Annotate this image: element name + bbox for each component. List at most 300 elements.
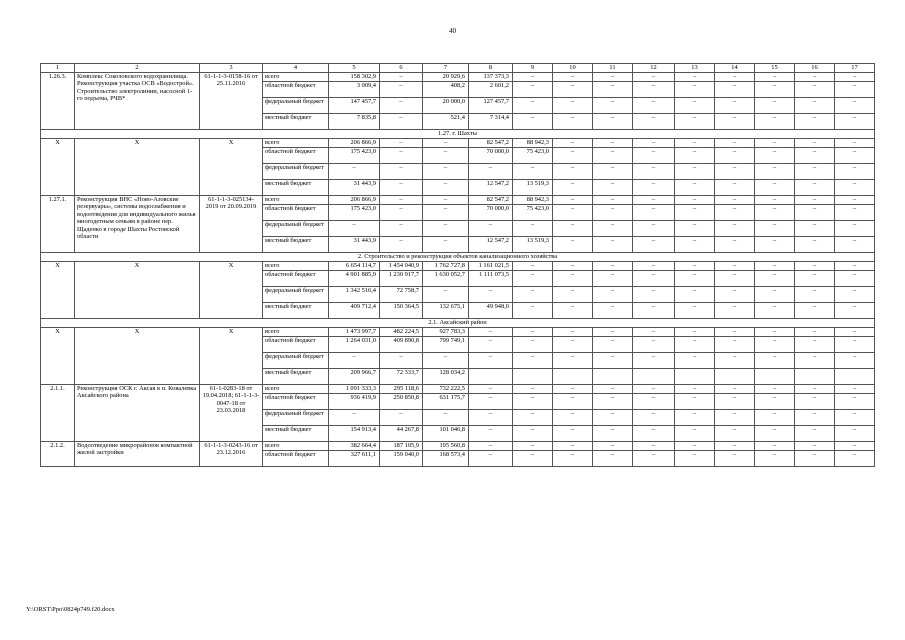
item-name: Х	[75, 328, 200, 385]
value-cell: –	[835, 148, 875, 164]
value-cell: –	[795, 303, 835, 319]
value-cell: –	[423, 410, 469, 426]
value-cell: –	[795, 442, 835, 451]
value-cell: –	[380, 98, 423, 114]
value-cell: –	[553, 164, 593, 180]
value-cell: 936 419,9	[329, 394, 380, 410]
value-cell: –	[469, 337, 513, 353]
value-cell: –	[553, 98, 593, 114]
value-cell: –	[755, 262, 795, 271]
value-cell: –	[469, 353, 513, 369]
item-number: 2.1.1.	[41, 385, 75, 442]
value-cell: –	[755, 180, 795, 196]
value-cell: 72 758,7	[380, 287, 423, 303]
section-title: 2. Строительство и реконструкция объектов канализационного хозяйства	[41, 253, 875, 262]
table-row	[41, 139, 875, 148]
value-cell: –	[715, 221, 755, 237]
value-cell: –	[513, 442, 553, 451]
value-cell: –	[513, 451, 553, 467]
value-cell: –	[675, 196, 715, 205]
value-cell: –	[715, 73, 755, 82]
value-cell: –	[633, 426, 675, 442]
value-cell: –	[380, 139, 423, 148]
value-cell: 1 264 031,0	[329, 337, 380, 353]
column-number: 10	[553, 64, 593, 73]
value-cell: –	[795, 271, 835, 287]
item-name: Х	[75, 139, 200, 196]
item-document-code: Х	[200, 262, 263, 319]
value-cell: –	[423, 237, 469, 253]
value-cell: 88 942,3	[513, 139, 553, 148]
funding-source-label: федеральный бюджет	[263, 287, 329, 303]
value-cell: –	[469, 385, 513, 394]
value-cell: –	[553, 385, 593, 394]
value-cell: –	[755, 451, 795, 467]
value-cell: –	[715, 262, 755, 271]
value-cell: 3 009,4	[329, 82, 380, 98]
value-cell: 82 547,2	[469, 139, 513, 148]
value-cell: 1 473 997,7	[329, 328, 380, 337]
value-cell: –	[755, 148, 795, 164]
value-cell: 49 948,0	[469, 303, 513, 319]
value-cell: –	[795, 82, 835, 98]
value-cell	[633, 369, 675, 385]
value-cell: –	[633, 451, 675, 467]
value-cell: –	[835, 394, 875, 410]
value-cell: –	[835, 237, 875, 253]
item-name: Реконструкция ОСК г. Аксая в п. Ковалевка Аксайского района	[75, 385, 200, 442]
value-cell: 31 443,9	[329, 237, 380, 253]
value-cell: –	[553, 328, 593, 337]
item-number: Х	[41, 262, 75, 319]
funding-source-label: областной бюджет	[263, 205, 329, 221]
value-cell: –	[469, 451, 513, 467]
file-path-footer: Y:\ORST\Ppo\0824p749.f20.docx	[26, 606, 115, 613]
value-cell: –	[593, 442, 633, 451]
value-cell: –	[553, 426, 593, 442]
value-cell: –	[593, 426, 633, 442]
value-cell: 7 835,8	[329, 114, 380, 130]
section-heading-row	[41, 319, 875, 328]
value-cell: –	[380, 82, 423, 98]
value-cell	[835, 369, 875, 385]
value-cell: –	[675, 205, 715, 221]
value-cell: –	[755, 73, 795, 82]
value-cell: –	[675, 426, 715, 442]
value-cell: –	[795, 221, 835, 237]
item-document-code: 61-1-0283-18 от 19.04.2018; 61-1-1-3-0047-18 от 23.03.2018	[200, 385, 263, 442]
value-cell: 75 423,0	[513, 148, 553, 164]
value-cell: –	[835, 180, 875, 196]
column-number: 5	[329, 64, 380, 73]
funding-source-label: областной бюджет	[263, 337, 329, 353]
column-number: 1	[41, 64, 75, 73]
value-cell: –	[755, 394, 795, 410]
item-number: Х	[41, 328, 75, 385]
value-cell: 13 519,3	[513, 180, 553, 196]
value-cell: 1 230 917,7	[380, 271, 423, 287]
value-cell: 409 712,4	[329, 303, 380, 319]
value-cell: –	[835, 196, 875, 205]
value-cell: –	[795, 426, 835, 442]
value-cell: –	[795, 73, 835, 82]
value-cell: –	[380, 205, 423, 221]
funding-source-label: местный бюджет	[263, 426, 329, 442]
value-cell: –	[755, 271, 795, 287]
value-cell: –	[380, 410, 423, 426]
item-document-code: Х	[200, 139, 263, 196]
value-cell: –	[553, 287, 593, 303]
value-cell: –	[755, 139, 795, 148]
value-cell: 20 929,6	[423, 73, 469, 82]
value-cell: –	[633, 82, 675, 98]
value-cell: –	[755, 164, 795, 180]
value-cell: 482 224,5	[380, 328, 423, 337]
column-number: 4	[263, 64, 329, 73]
value-cell: –	[755, 114, 795, 130]
value-cell: –	[715, 394, 755, 410]
item-number: 2.1.2.	[41, 442, 75, 467]
funding-source-label: всего	[263, 385, 329, 394]
value-cell: –	[835, 73, 875, 82]
page-number: 40	[449, 27, 456, 35]
value-cell: –	[553, 139, 593, 148]
value-cell: –	[553, 221, 593, 237]
value-cell: –	[675, 353, 715, 369]
funding-source-label: федеральный бюджет	[263, 353, 329, 369]
value-cell: –	[755, 221, 795, 237]
funding-source-label: областной бюджет	[263, 271, 329, 287]
funding-source-label: всего	[263, 73, 329, 82]
value-cell: –	[593, 328, 633, 337]
value-cell: –	[675, 451, 715, 467]
value-cell: –	[469, 328, 513, 337]
funding-source-label: местный бюджет	[263, 303, 329, 319]
value-cell: –	[633, 164, 675, 180]
value-cell: –	[715, 139, 755, 148]
value-cell: –	[633, 196, 675, 205]
value-cell: –	[553, 262, 593, 271]
value-cell: 88 942,3	[513, 196, 553, 205]
value-cell: –	[835, 426, 875, 442]
value-cell: –	[513, 337, 553, 353]
section-title: 2.1. Аксайский район	[41, 319, 875, 328]
value-cell: –	[755, 353, 795, 369]
value-cell: –	[715, 385, 755, 394]
value-cell: 7 314,4	[469, 114, 513, 130]
value-cell: –	[553, 205, 593, 221]
value-cell: –	[675, 164, 715, 180]
value-cell	[593, 369, 633, 385]
value-cell: –	[469, 442, 513, 451]
value-cell: –	[553, 73, 593, 82]
value-cell: –	[795, 196, 835, 205]
value-cell	[795, 369, 835, 385]
value-cell: –	[795, 98, 835, 114]
value-cell: –	[513, 98, 553, 114]
funding-source-label: всего	[263, 196, 329, 205]
item-document-code: 61-1-1-3-0243-16 от 23.12.2016	[200, 442, 263, 467]
value-cell: 382 664,4	[329, 442, 380, 451]
funding-source-label: всего	[263, 328, 329, 337]
value-cell: –	[795, 337, 835, 353]
value-cell: –	[633, 98, 675, 114]
column-number: 15	[755, 64, 795, 73]
value-cell: –	[513, 271, 553, 287]
value-cell: 6 654 114,7	[329, 262, 380, 271]
value-cell: –	[513, 82, 553, 98]
value-cell: 128 034,2	[423, 369, 469, 385]
funding-source-label: областной бюджет	[263, 82, 329, 98]
value-cell: –	[675, 139, 715, 148]
table-row	[41, 385, 875, 394]
value-cell: –	[380, 196, 423, 205]
value-cell: 70 000,0	[469, 148, 513, 164]
value-cell: –	[755, 287, 795, 303]
value-cell: 168 573,4	[423, 451, 469, 467]
value-cell: –	[795, 328, 835, 337]
value-cell: –	[593, 82, 633, 98]
value-cell: 327 611,1	[329, 451, 380, 467]
column-number: 9	[513, 64, 553, 73]
value-cell: –	[675, 180, 715, 196]
value-cell: 158 302,9	[329, 73, 380, 82]
value-cell: –	[675, 337, 715, 353]
value-cell: –	[380, 114, 423, 130]
value-cell: 20 000,0	[423, 98, 469, 114]
value-cell: 13 519,3	[513, 237, 553, 253]
value-cell: –	[795, 353, 835, 369]
value-cell: –	[380, 221, 423, 237]
value-cell: –	[835, 442, 875, 451]
value-cell: –	[755, 82, 795, 98]
value-cell: –	[593, 237, 633, 253]
value-cell: –	[835, 114, 875, 130]
column-number: 7	[423, 64, 469, 73]
value-cell: 1 342 516,4	[329, 287, 380, 303]
value-cell: 82 547,2	[469, 196, 513, 205]
item-document-code: 61-1-1-3-0158-16 от 25.11.2016	[200, 73, 263, 130]
value-cell: –	[593, 180, 633, 196]
value-cell: –	[675, 82, 715, 98]
value-cell: –	[469, 394, 513, 410]
value-cell: –	[675, 114, 715, 130]
value-cell: –	[715, 148, 755, 164]
value-cell: –	[835, 271, 875, 287]
value-cell: –	[633, 271, 675, 287]
value-cell: –	[715, 337, 755, 353]
item-number: 1.26.3.	[41, 73, 75, 130]
value-cell: –	[553, 451, 593, 467]
value-cell: –	[633, 337, 675, 353]
value-cell: –	[675, 394, 715, 410]
value-cell: –	[553, 442, 593, 451]
value-cell: 12 547,2	[469, 180, 513, 196]
value-cell: –	[795, 410, 835, 426]
value-cell: –	[380, 237, 423, 253]
value-cell: 1 630 052,7	[423, 271, 469, 287]
value-cell: –	[715, 82, 755, 98]
value-cell: –	[380, 180, 423, 196]
value-cell: –	[835, 328, 875, 337]
value-cell: 927 783,3	[423, 328, 469, 337]
value-cell: –	[715, 328, 755, 337]
item-name: Водоотведение микрорайонов компактной жилой застройки	[75, 442, 200, 467]
value-cell: 12 547,2	[469, 237, 513, 253]
table-row	[41, 442, 875, 451]
value-cell: –	[423, 353, 469, 369]
item-name: Комплекс Соколовского водохранилища. Реконструкция участка ОСВ «Водострой». Строительство электролинии, насосной 1-го подъема, РЧВ*	[75, 73, 200, 130]
value-cell: –	[593, 164, 633, 180]
value-cell: –	[795, 139, 835, 148]
value-cell: –	[513, 164, 553, 180]
column-number: 3	[200, 64, 263, 73]
value-cell: –	[755, 328, 795, 337]
value-cell: –	[593, 221, 633, 237]
value-cell: –	[633, 205, 675, 221]
value-cell: 206 866,9	[329, 139, 380, 148]
value-cell: –	[715, 98, 755, 114]
value-cell: –	[633, 180, 675, 196]
section-title: 1.27. г. Шахты	[41, 130, 875, 139]
value-cell: –	[633, 385, 675, 394]
value-cell: –	[755, 237, 795, 253]
value-cell: –	[715, 287, 755, 303]
value-cell: 1 454 040,9	[380, 262, 423, 271]
value-cell: –	[835, 410, 875, 426]
value-cell: –	[755, 442, 795, 451]
value-cell: 521,4	[423, 114, 469, 130]
value-cell: –	[593, 205, 633, 221]
value-cell: –	[469, 287, 513, 303]
value-cell: 1 161 021,5	[469, 262, 513, 271]
funding-source-label: местный бюджет	[263, 369, 329, 385]
value-cell: 631 175,7	[423, 394, 469, 410]
value-cell: –	[513, 426, 553, 442]
value-cell: 732 222,5	[423, 385, 469, 394]
value-cell: –	[675, 148, 715, 164]
column-number: 14	[715, 64, 755, 73]
value-cell: –	[675, 98, 715, 114]
value-cell	[469, 369, 513, 385]
value-cell: –	[715, 237, 755, 253]
value-cell: –	[593, 287, 633, 303]
value-cell: 799 749,1	[423, 337, 469, 353]
value-cell: –	[835, 287, 875, 303]
value-cell: 154 913,4	[329, 426, 380, 442]
funding-source-label: федеральный бюджет	[263, 221, 329, 237]
value-cell: –	[835, 262, 875, 271]
value-cell: –	[633, 73, 675, 82]
value-cell: –	[755, 337, 795, 353]
value-cell: –	[715, 205, 755, 221]
value-cell: –	[513, 73, 553, 82]
value-cell: –	[633, 262, 675, 271]
value-cell: –	[553, 410, 593, 426]
funding-source-label: всего	[263, 442, 329, 451]
value-cell: 209 966,7	[329, 369, 380, 385]
value-cell: –	[513, 114, 553, 130]
value-cell: –	[675, 385, 715, 394]
value-cell: –	[795, 164, 835, 180]
item-name: Реконструкция ВНС «Ново-Азовские резервуары», системы водоснабжения и водоотведения для индивидуального жилья многодетным семьям в районе пер. Щаденко в городе Шахты Ростовской области	[75, 196, 200, 253]
value-cell: –	[423, 180, 469, 196]
value-cell: –	[835, 337, 875, 353]
value-cell: –	[715, 114, 755, 130]
value-cell: –	[513, 353, 553, 369]
table-row	[41, 196, 875, 205]
value-cell: –	[835, 82, 875, 98]
value-cell: –	[553, 82, 593, 98]
value-cell: –	[380, 353, 423, 369]
value-cell	[755, 369, 795, 385]
value-cell: –	[715, 271, 755, 287]
value-cell: –	[380, 148, 423, 164]
value-cell: –	[755, 196, 795, 205]
value-cell: –	[795, 451, 835, 467]
value-cell: –	[715, 451, 755, 467]
value-cell: –	[835, 98, 875, 114]
value-cell: –	[675, 410, 715, 426]
value-cell: –	[755, 385, 795, 394]
funding-source-label: всего	[263, 139, 329, 148]
column-number-row	[41, 64, 875, 73]
funding-source-label: местный бюджет	[263, 180, 329, 196]
value-cell: –	[835, 353, 875, 369]
value-cell: –	[469, 164, 513, 180]
value-cell: –	[593, 385, 633, 394]
table-row	[41, 328, 875, 337]
budget-table	[40, 63, 875, 467]
value-cell: –	[593, 303, 633, 319]
value-cell: –	[329, 353, 380, 369]
value-cell: –	[795, 394, 835, 410]
value-cell: 4 901 885,9	[329, 271, 380, 287]
value-cell: –	[795, 237, 835, 253]
value-cell	[675, 369, 715, 385]
value-cell: –	[755, 426, 795, 442]
value-cell: –	[380, 73, 423, 82]
value-cell: –	[553, 353, 593, 369]
value-cell: 70 000,0	[469, 205, 513, 221]
value-cell: –	[329, 410, 380, 426]
value-cell: –	[795, 262, 835, 271]
value-cell: 409 890,8	[380, 337, 423, 353]
value-cell: –	[423, 164, 469, 180]
value-cell: –	[633, 303, 675, 319]
value-cell: –	[835, 205, 875, 221]
column-number: 2	[75, 64, 200, 73]
value-cell: 195 560,8	[423, 442, 469, 451]
value-cell: –	[675, 287, 715, 303]
column-number: 12	[633, 64, 675, 73]
value-cell: 295 118,6	[380, 385, 423, 394]
value-cell: –	[513, 221, 553, 237]
section-heading-row	[41, 253, 875, 262]
value-cell: –	[593, 394, 633, 410]
value-cell: –	[593, 114, 633, 130]
value-cell: –	[553, 394, 593, 410]
value-cell: –	[675, 328, 715, 337]
value-cell: –	[593, 73, 633, 82]
value-cell: –	[593, 196, 633, 205]
value-cell: –	[513, 394, 553, 410]
value-cell: –	[469, 221, 513, 237]
value-cell: 101 046,8	[423, 426, 469, 442]
column-number: 16	[795, 64, 835, 73]
value-cell: –	[553, 180, 593, 196]
value-cell: –	[675, 271, 715, 287]
